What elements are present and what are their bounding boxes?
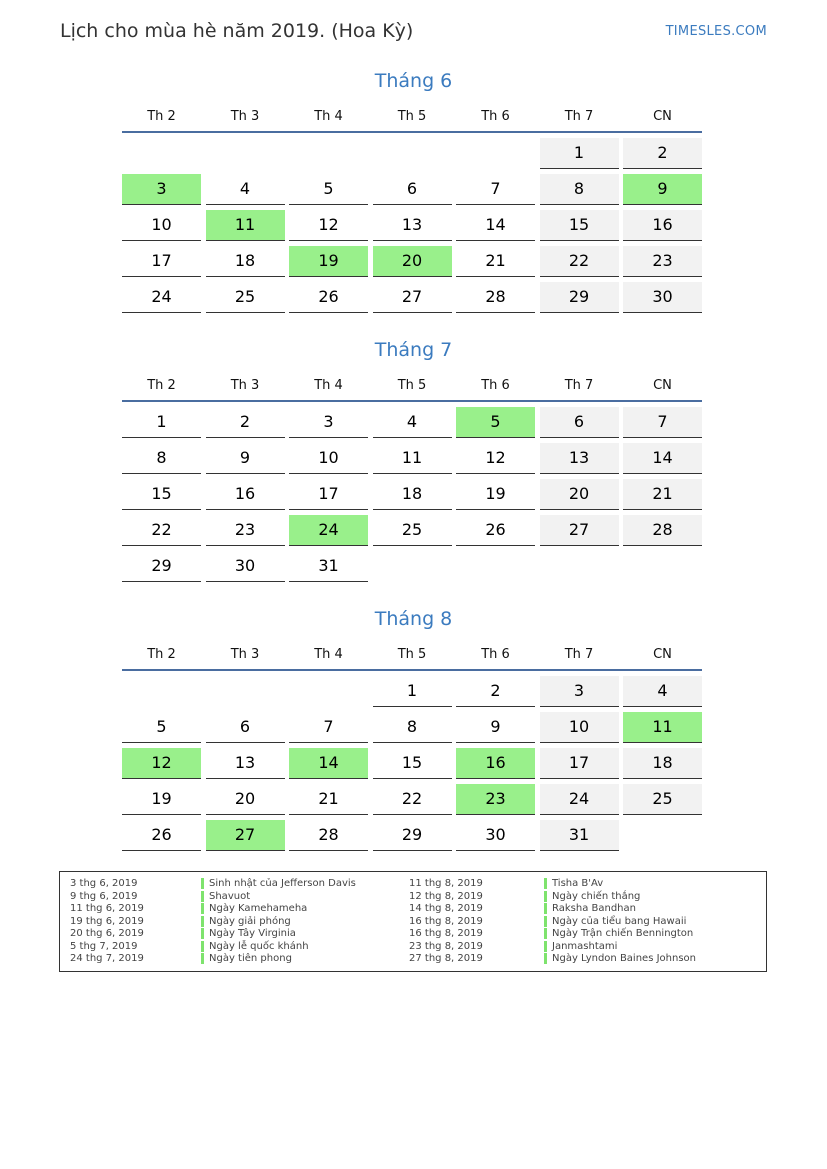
legend-name-line xyxy=(544,903,696,916)
weekday-header: Th 7 xyxy=(564,109,594,124)
weeks xyxy=(122,402,704,587)
day-cell: 5 xyxy=(289,174,368,205)
legend-name-line xyxy=(201,953,356,966)
day-cell: 7 xyxy=(623,407,702,438)
day-cell: 17 xyxy=(289,479,368,510)
day-cell: 1 xyxy=(540,138,619,169)
calendar-grid xyxy=(122,107,704,318)
legend-holiday-name: Ngày Lyndon Baines Johnson xyxy=(544,953,696,964)
legend-name-line xyxy=(201,878,356,891)
weekday-header: Th 3 xyxy=(230,109,260,124)
day-cell: 12 xyxy=(122,748,201,779)
day-cell: 25 xyxy=(206,282,285,313)
day-cell: 16 xyxy=(623,210,702,241)
week-row xyxy=(122,820,704,856)
weekday-header: Th 5 xyxy=(397,109,427,124)
legend-date: 27 thg 8, 2019 xyxy=(409,953,483,964)
weekday-header: Th 5 xyxy=(397,378,427,393)
legend-name-line xyxy=(544,941,696,954)
weekday-header: Th 3 xyxy=(230,647,260,662)
week-row xyxy=(122,515,704,551)
day-cell: 26 xyxy=(122,820,201,851)
legend-holiday-name: Raksha Bandhan xyxy=(544,903,636,914)
day-cell: 18 xyxy=(373,479,452,510)
legend-date: 14 thg 8, 2019 xyxy=(409,903,483,914)
empty-day-cell xyxy=(623,820,702,850)
legend-holiday-name: Ngày Kamehameha xyxy=(201,903,307,914)
day-cell: 7 xyxy=(289,712,368,743)
day-cell: 14 xyxy=(289,748,368,779)
legend-date: 20 thg 6, 2019 xyxy=(70,928,144,939)
legend-date: 11 thg 8, 2019 xyxy=(409,878,483,889)
weekday-header-row xyxy=(122,107,704,131)
day-cell: 25 xyxy=(623,784,702,815)
day-cell: 12 xyxy=(456,443,535,474)
legend-name-line xyxy=(544,928,696,941)
empty-day-cell xyxy=(289,138,368,168)
empty-day-cell xyxy=(289,676,368,706)
legend-holiday-name: Sinh nhật của Jefferson Davis xyxy=(201,878,356,889)
day-cell: 5 xyxy=(122,712,201,743)
day-cell: 4 xyxy=(206,174,285,205)
weekday-header: Th 5 xyxy=(397,647,427,662)
legend-name-line xyxy=(201,891,356,904)
day-cell: 10 xyxy=(289,443,368,474)
week-row xyxy=(122,282,704,318)
day-cell: 29 xyxy=(122,551,201,582)
legend-name-line xyxy=(201,928,356,941)
site-brand-link[interactable]: TIMESLES.COM xyxy=(665,24,767,39)
day-cell: 24 xyxy=(122,282,201,313)
legend-name-line xyxy=(544,891,696,904)
week-row xyxy=(122,443,704,479)
day-cell: 28 xyxy=(289,820,368,851)
legend-holiday-name: Ngày Trận chiến Bennington xyxy=(544,928,693,939)
day-cell: 3 xyxy=(289,407,368,438)
day-cell: 27 xyxy=(540,515,619,546)
empty-day-cell xyxy=(122,676,201,706)
day-cell: 26 xyxy=(456,515,535,546)
day-cell: 6 xyxy=(206,712,285,743)
legend-date: 16 thg 8, 2019 xyxy=(409,915,483,927)
week-row xyxy=(122,479,704,515)
day-cell: 22 xyxy=(373,784,452,815)
month-title: Tháng 6 xyxy=(374,70,453,92)
week-row xyxy=(122,210,704,246)
day-cell: 30 xyxy=(623,282,702,313)
day-cell: 2 xyxy=(456,676,535,707)
holiday-legend xyxy=(59,871,767,972)
day-cell: 21 xyxy=(289,784,368,815)
day-cell: 3 xyxy=(122,174,201,205)
day-cell: 13 xyxy=(373,210,452,241)
day-cell: 17 xyxy=(540,748,619,779)
empty-day-cell xyxy=(623,551,702,581)
legend-date: 3 thg 6, 2019 xyxy=(70,878,138,889)
weekday-header: CN xyxy=(653,109,672,124)
legend-date: 16 thg 8, 2019 xyxy=(409,928,483,939)
legend-date: 5 thg 7, 2019 xyxy=(70,940,138,952)
weekday-header: Th 6 xyxy=(481,647,510,662)
day-cell: 9 xyxy=(206,443,285,474)
day-cell: 7 xyxy=(456,174,535,205)
day-cell: 27 xyxy=(373,282,452,313)
legend-holiday-name: Ngày lễ quốc khánh xyxy=(201,941,309,952)
day-cell: 29 xyxy=(373,820,452,851)
day-cell: 6 xyxy=(540,407,619,438)
day-cell: 17 xyxy=(122,246,201,277)
day-cell: 10 xyxy=(540,712,619,743)
day-cell: 9 xyxy=(456,712,535,743)
day-cell: 22 xyxy=(540,246,619,277)
weekday-header-row xyxy=(122,645,704,669)
day-cell: 15 xyxy=(122,479,201,510)
day-cell: 30 xyxy=(456,820,535,851)
day-cell: 31 xyxy=(540,820,619,851)
day-cell: 1 xyxy=(122,407,201,438)
week-row xyxy=(122,551,704,587)
legend-date: 19 thg 6, 2019 xyxy=(70,915,144,927)
day-cell: 22 xyxy=(122,515,201,546)
day-cell: 16 xyxy=(206,479,285,510)
legend-holiday-name: Ngày chiến thắng xyxy=(544,891,640,902)
page-title: Lịch cho mùa hè năm 2019. (Hoa Kỳ) xyxy=(60,20,414,42)
week-row xyxy=(122,174,704,210)
day-cell: 4 xyxy=(623,676,702,707)
day-cell: 21 xyxy=(623,479,702,510)
day-cell: 10 xyxy=(122,210,201,241)
legend-date: 9 thg 6, 2019 xyxy=(70,890,138,902)
week-row xyxy=(122,138,704,174)
day-cell: 2 xyxy=(206,407,285,438)
day-cell: 19 xyxy=(456,479,535,510)
day-cell: 30 xyxy=(206,551,285,582)
empty-day-cell xyxy=(540,551,619,581)
empty-day-cell xyxy=(456,138,535,168)
legend-name-line xyxy=(201,941,356,954)
weeks xyxy=(122,133,704,318)
week-row xyxy=(122,712,704,748)
day-cell: 16 xyxy=(456,748,535,779)
legend-holiday-name: Shavuot xyxy=(201,891,250,902)
day-cell: 15 xyxy=(373,748,452,779)
weekday-header: CN xyxy=(653,647,672,662)
day-cell: 8 xyxy=(540,174,619,205)
day-cell: 23 xyxy=(456,784,535,815)
day-cell: 11 xyxy=(623,712,702,743)
weekday-header: CN xyxy=(653,378,672,393)
empty-day-cell xyxy=(206,138,285,168)
day-cell: 28 xyxy=(623,515,702,546)
legend-holiday-name: Ngày giải phóng xyxy=(201,916,291,927)
week-row xyxy=(122,784,704,820)
day-cell: 18 xyxy=(623,748,702,779)
legend-dates-right xyxy=(409,878,483,966)
legend-name-line xyxy=(201,903,356,916)
week-row xyxy=(122,676,704,712)
day-cell: 2 xyxy=(623,138,702,169)
empty-day-cell xyxy=(206,676,285,706)
day-cell: 24 xyxy=(540,784,619,815)
day-cell: 23 xyxy=(206,515,285,546)
day-cell: 6 xyxy=(373,174,452,205)
day-cell: 21 xyxy=(456,246,535,277)
week-row xyxy=(122,407,704,443)
empty-day-cell xyxy=(373,138,452,168)
day-cell: 23 xyxy=(623,246,702,277)
weekday-header: Th 4 xyxy=(314,109,343,124)
weekday-header: Th 2 xyxy=(147,378,176,393)
month-title: Tháng 8 xyxy=(374,608,453,630)
weekday-header: Th 6 xyxy=(481,109,510,124)
day-cell: 28 xyxy=(456,282,535,313)
empty-day-cell xyxy=(122,138,201,168)
day-cell: 20 xyxy=(540,479,619,510)
day-cell: 9 xyxy=(623,174,702,205)
legend-name-line xyxy=(544,878,696,891)
weekday-header-row xyxy=(122,376,704,400)
day-cell: 20 xyxy=(206,784,285,815)
legend-holiday-name: Ngày tiên phong xyxy=(201,953,292,964)
day-cell: 20 xyxy=(373,246,452,277)
legend-name-line xyxy=(201,916,356,929)
day-cell: 4 xyxy=(373,407,452,438)
empty-day-cell xyxy=(373,551,452,581)
legend-holiday-name: Tisha B'Av xyxy=(544,878,603,889)
week-row xyxy=(122,748,704,784)
empty-day-cell xyxy=(456,551,535,581)
day-cell: 14 xyxy=(623,443,702,474)
day-cell: 13 xyxy=(206,748,285,779)
day-cell: 26 xyxy=(289,282,368,313)
day-cell: 27 xyxy=(206,820,285,851)
day-cell: 1 xyxy=(373,676,452,707)
legend-name-line xyxy=(544,916,696,929)
weekday-header: Th 3 xyxy=(230,378,260,393)
day-cell: 12 xyxy=(289,210,368,241)
legend-holiday-name: Ngày của tiểu bang Hawaii xyxy=(544,916,686,927)
weekday-header: Th 7 xyxy=(564,647,594,662)
weekday-header: Th 4 xyxy=(314,378,343,393)
legend-names-right xyxy=(544,878,696,966)
day-cell: 13 xyxy=(540,443,619,474)
day-cell: 8 xyxy=(122,443,201,474)
legend-date: 11 thg 6, 2019 xyxy=(70,903,144,914)
legend-dates-left xyxy=(70,878,144,966)
calendar-grid xyxy=(122,376,704,587)
legend-date: 12 thg 8, 2019 xyxy=(409,890,483,902)
day-cell: 3 xyxy=(540,676,619,707)
day-cell: 19 xyxy=(289,246,368,277)
day-cell: 31 xyxy=(289,551,368,582)
day-cell: 15 xyxy=(540,210,619,241)
calendar-grid xyxy=(122,645,704,856)
weekday-header: Th 2 xyxy=(147,647,176,662)
weekday-header: Th 7 xyxy=(564,378,594,393)
day-cell: 8 xyxy=(373,712,452,743)
weekday-header: Th 6 xyxy=(481,378,510,393)
day-cell: 11 xyxy=(373,443,452,474)
week-row xyxy=(122,246,704,282)
weeks xyxy=(122,671,704,856)
legend-date: 23 thg 8, 2019 xyxy=(409,940,483,952)
month-title: Tháng 7 xyxy=(374,339,453,361)
legend-holiday-name: Ngày Tây Virginia xyxy=(201,928,296,939)
day-cell: 18 xyxy=(206,246,285,277)
legend-date: 24 thg 7, 2019 xyxy=(70,953,144,964)
day-cell: 25 xyxy=(373,515,452,546)
day-cell: 19 xyxy=(122,784,201,815)
legend-name-line xyxy=(544,953,696,966)
weekday-header: Th 2 xyxy=(147,109,176,124)
day-cell: 14 xyxy=(456,210,535,241)
day-cell: 24 xyxy=(289,515,368,546)
legend-names-left xyxy=(201,878,356,966)
day-cell: 11 xyxy=(206,210,285,241)
day-cell: 29 xyxy=(540,282,619,313)
weekday-header: Th 4 xyxy=(314,647,343,662)
legend-holiday-name: Janmashtami xyxy=(544,941,617,952)
day-cell: 5 xyxy=(456,407,535,438)
